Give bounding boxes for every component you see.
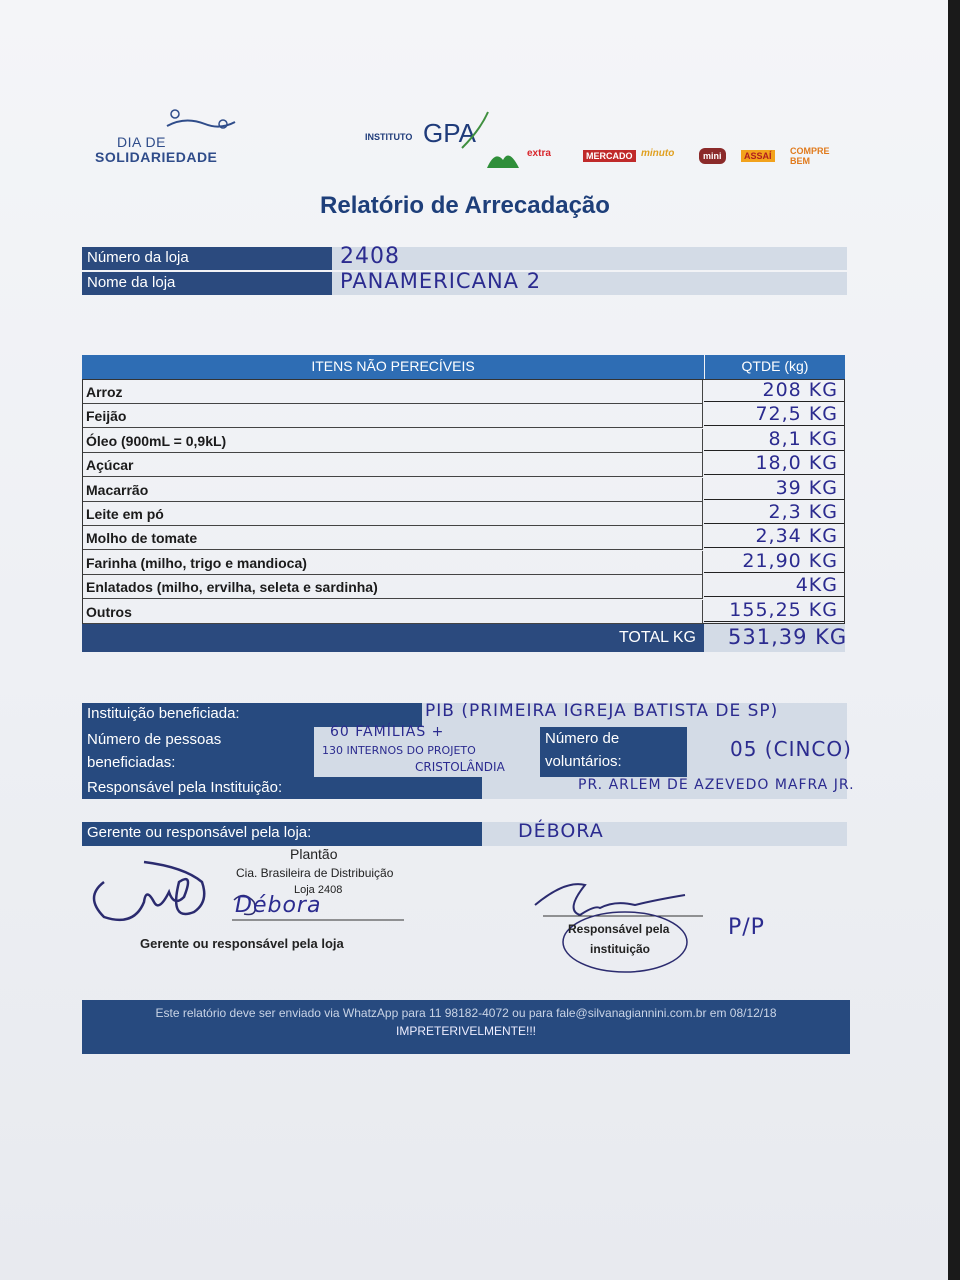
people-value-3: CRISTOLÂNDIA <box>415 760 505 774</box>
store-name-value: PANAMERICANA 2 <box>340 269 542 293</box>
manager-value: DÉBORA <box>518 820 604 842</box>
total-value: 531,39 KG <box>728 625 848 649</box>
store-number-label: Número da loja <box>82 247 332 270</box>
people-value-2: 130 INTERNOS DO PROJETO <box>322 744 476 757</box>
volunteers-label-2: voluntários: <box>545 753 622 770</box>
gpa-logo-group <box>365 110 855 180</box>
store-signature-name: Débora <box>235 893 322 918</box>
item-row-label: Macarrão <box>83 478 703 502</box>
item-row-qty: 4KG <box>704 573 844 597</box>
item-row-qty: 2,34 KG <box>704 524 844 548</box>
volunteers-value: 05 (CINCO) <box>730 737 852 761</box>
store-signature <box>84 852 414 932</box>
item-row-qty: 72,5 KG <box>704 402 844 426</box>
hands-icon <box>165 108 245 138</box>
pp-note: P/P <box>728 915 765 940</box>
responsible-value: PR. ARLEM DE AZEVEDO MAFRA JR. <box>578 777 855 793</box>
item-row-qty: 8,1 KG <box>704 427 844 451</box>
page-title: Relatório de Arrecadação <box>320 192 610 219</box>
item-row-label: Feijão <box>83 404 703 428</box>
beneficiary-label: Instituição beneficiada: <box>82 703 422 727</box>
responsible-label: Responsável pela Instituição: <box>82 777 482 799</box>
item-row-label: Óleo (900mL = 0,9kL) <box>83 429 703 453</box>
footer-line-2: IMPRETERIVELMENTE!!! <box>395 1024 537 1038</box>
item-row-label: Outros <box>83 600 703 624</box>
item-row-qty: 155,25 KG <box>704 598 844 622</box>
item-row-qty: 21,90 KG <box>704 549 844 573</box>
store-number-cell <box>332 247 847 270</box>
manager-label: Gerente ou responsável pela loja: <box>82 822 482 846</box>
qty-header: QTDE (kg) <box>705 355 845 379</box>
brand-assai: ASSAÍ <box>741 150 775 162</box>
background-edge <box>948 0 960 1280</box>
gpa-label: GPA <box>423 118 476 148</box>
inst-caption-2: instituição <box>590 942 651 956</box>
inst-caption-1: Responsável pela <box>568 922 670 936</box>
stamp-line-1: Plantão <box>290 846 338 862</box>
brand-minuto: minuto <box>641 148 675 159</box>
item-row-label: Açúcar <box>83 453 703 477</box>
instituto-label: INSTITUTO <box>365 132 413 142</box>
item-row-label: Leite em pó <box>83 502 703 526</box>
people-label-box <box>82 727 314 777</box>
beneficiary-value: PIB (PRIMEIRA IGREJA BATISTA DE SP) <box>425 701 779 721</box>
brand-compre-bem: COMPRE BEM <box>790 146 830 166</box>
people-value-1: 60 FAMÍLIAS + <box>330 724 445 740</box>
store-signature-caption: Gerente ou responsável pela loja <box>140 936 344 951</box>
stamp-line-3: Loja 2408 <box>294 884 343 896</box>
gpa-swoosh-icon <box>460 110 490 150</box>
dia-solidariedade-logo <box>95 108 245 168</box>
volunteers-label-box <box>540 727 687 777</box>
item-row-label: Molho de tomate <box>83 526 703 550</box>
volunteers-label-1: Número de <box>545 730 620 747</box>
people-label-1: Número de pessoas <box>87 731 222 748</box>
store-number-value: 2408 <box>340 244 400 269</box>
items-header: ITENS NÃO PERECÍVEIS <box>82 355 704 379</box>
logo-line-2: SOLIDARIEDADE <box>95 149 218 165</box>
item-row-qty: 2,3 KG <box>704 500 844 524</box>
total-label: TOTAL KG <box>82 624 704 652</box>
people-label-2: beneficiadas: <box>87 754 176 771</box>
brand-extra: extra <box>527 148 551 159</box>
store-name-label: Nome da loja <box>82 272 332 295</box>
brand-mercado: MERCADO <box>583 150 636 162</box>
pao-de-acucar-icon <box>485 146 521 172</box>
item-row-qty: 39 KG <box>704 476 844 500</box>
brand-mini: mini <box>699 148 726 164</box>
item-row-qty: 208 KG <box>704 378 844 402</box>
footer-line-1: Este relatório deve ser enviado via WhatzApp para 11 98182-4072 ou para fale@silvanagiannini.com.br em 08/12/18 <box>155 1006 777 1020</box>
footer-banner <box>82 1000 850 1054</box>
logo-line-1: DIA DE <box>117 134 166 150</box>
item-row-label: Arroz <box>83 380 703 404</box>
item-row-qty: 18,0 KG <box>704 451 844 475</box>
item-row-label: Enlatados (milho, ervilha, seleta e sardinha) <box>83 575 703 599</box>
stamp-line-2: Cia. Brasileira de Distribuição <box>236 866 394 880</box>
item-row-label: Farinha (milho, trigo e mandioca) <box>83 551 703 575</box>
